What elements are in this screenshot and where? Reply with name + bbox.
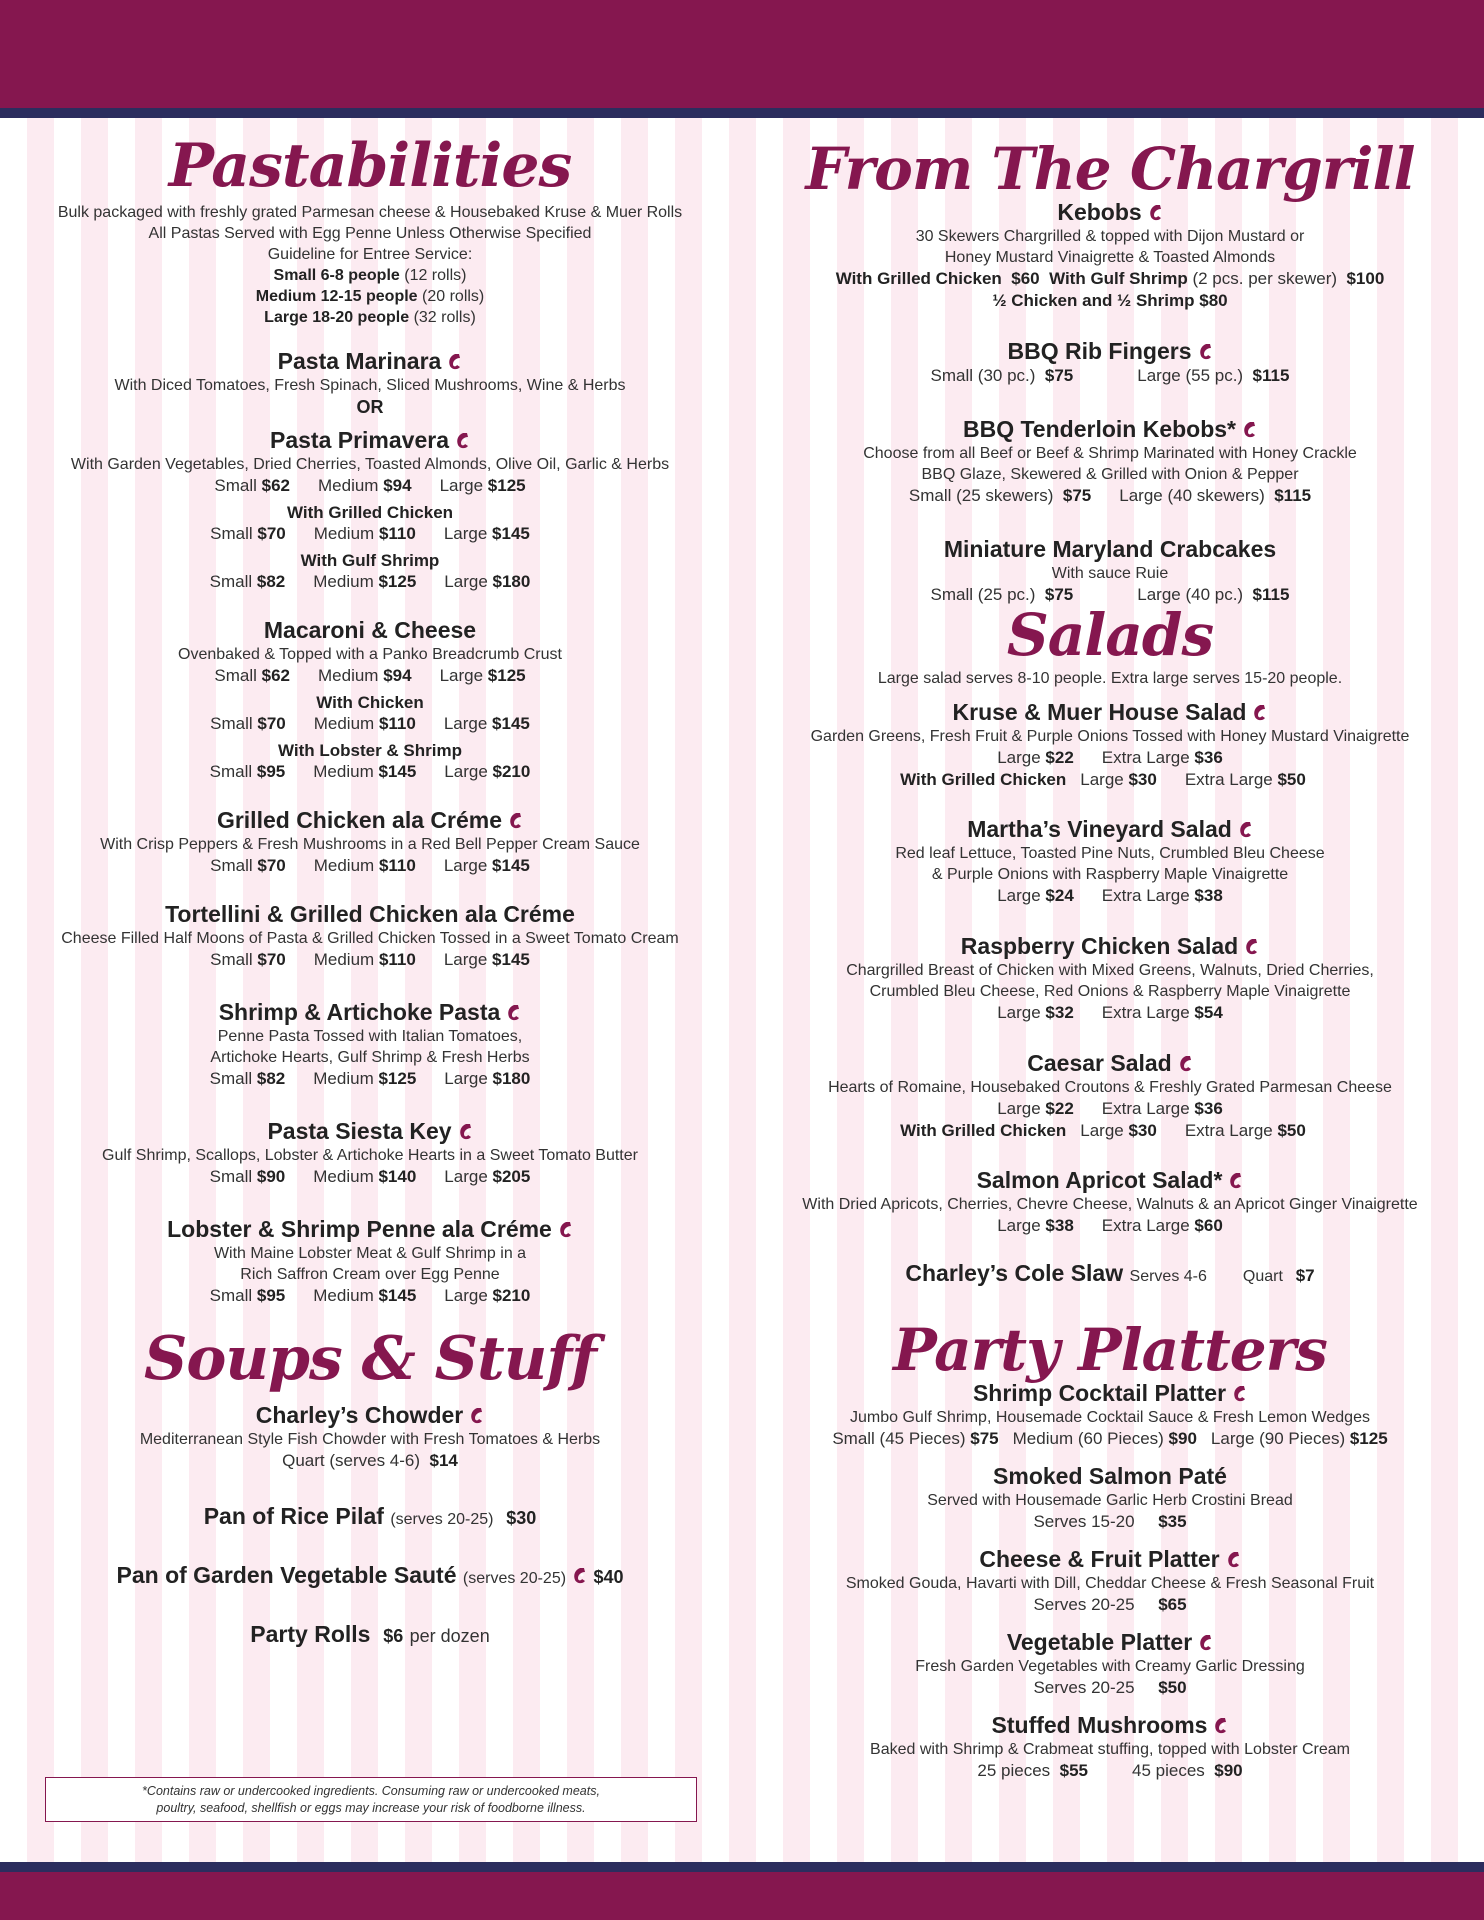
fish-icon: [1178, 1055, 1193, 1073]
item-desc: Artichoke Hearts, Gulf Shrimp & Fresh Herbs: [210, 1049, 530, 1066]
item-desc: BBQ Glaze, Skewered & Grilled with Onion & Pepper: [921, 466, 1299, 483]
item-desc: Honey Mustard Vinaigrette & Toasted Almonds: [944, 249, 1276, 266]
item-lobster-shrimp-penne: Lobster & Shrimp Penne ala Créme: [45, 1215, 695, 1243]
price-row: Serves 15-20 $35: [1033, 1512, 1187, 1531]
item-desc: With Garden Vegetables, Dried Cherries, Toasted Almonds, Olive Oil, Garlic & Herbs: [70, 456, 670, 473]
right-column: [800, 118, 1420, 1782]
price-row: Serves 20-25 $65: [1033, 1595, 1187, 1614]
fish-icon: [1244, 938, 1259, 956]
item-desc: Chargrilled Breast of Chicken with Mixed Greens, Walnuts, Dried Cherries,: [846, 962, 1374, 979]
section-title-soups: Soups & Stuff: [144, 1324, 596, 1394]
price-row: Small $70 Medium $110 Large $145: [210, 856, 530, 875]
item-desc: Gulf Shrimp, Scallops, Lobster & Artichoke Hearts in a Sweet Tomato Butter: [102, 1147, 638, 1164]
option-label: With Chicken: [316, 693, 424, 712]
section-title-chargrill: From The Chargrill: [805, 135, 1415, 203]
disclaimer-line: *Contains raw or undercooked ingredients. Consuming raw or undercooked meats,: [142, 1784, 600, 1798]
price-row: Small (25 skewers) $75 Large (40 skewers) $115: [908, 486, 1312, 505]
fish-icon: [572, 1567, 587, 1585]
fish-icon: [469, 1407, 484, 1425]
item-desc: 30 Skewers Chargrilled & topped with Dijon Mustard or: [915, 228, 1305, 245]
price-row: Large $32 Extra Large $54: [997, 1003, 1223, 1022]
item-desc: Served with Housemade Garlic Herb Crostini Bread: [927, 1492, 1293, 1509]
price-row: With Grilled Chicken Large $30 Extra Large $50: [900, 1121, 1306, 1140]
item-desc: With sauce Ruie: [1051, 565, 1169, 582]
item-shrimp-cocktail-platter: Shrimp Cocktail Platter: [800, 1379, 1420, 1407]
item-desc: Ovenbaked & Topped with a Panko Breadcrumb Crust: [178, 646, 562, 663]
item-raspberry-chicken-salad: Raspberry Chicken Salad: [800, 932, 1420, 960]
item-desc: Cheese Filled Half Moons of Pasta & Grilled Chicken Tossed in a Sweet Tomato Cream: [61, 930, 679, 947]
item-caesar-salad: Caesar Salad: [800, 1049, 1420, 1077]
section-title-pastabilities: Pastabilities: [168, 131, 572, 201]
item-pasta-siesta-key: Pasta Siesta Key: [45, 1117, 695, 1145]
item-desc: & Purple Onions with Raspberry Maple Vinaigrette: [931, 866, 1289, 883]
item-stuffed-mushrooms: Stuffed Mushrooms: [800, 1711, 1420, 1739]
item-desc: Garden Greens, Fresh Fruit & Purple Onions Tossed with Honey Mustard Vinaigrette: [810, 728, 1410, 745]
item-bbq-rib-fingers: BBQ Rib Fingers: [800, 337, 1420, 365]
price-row: With Grilled Chicken Large $30 Extra Large $50: [900, 770, 1306, 789]
fish-icon: [1242, 421, 1257, 439]
item-bbq-tenderloin-kebobs: BBQ Tenderloin Kebobs*: [800, 415, 1420, 443]
price-row: Small $70 Medium $110 Large $145: [210, 524, 530, 543]
price-row: Large $22 Extra Large $36: [997, 1099, 1223, 1118]
fish-icon: [1228, 1172, 1243, 1190]
item-desc: Penne Pasta Tossed with Italian Tomatoes,: [217, 1028, 523, 1045]
item-desc: Smoked Gouda, Havarti with Dill, Cheddar Cheese & Fresh Seasonal Fruit: [845, 1575, 1375, 1592]
item-desc: Hearts of Romaine, Housebaked Croutons & Freshly Grated Parmesan Cheese: [828, 1079, 1392, 1096]
guide-medium: Medium 12-15 people (20 rolls): [255, 288, 485, 305]
allergen-disclaimer: [45, 1777, 697, 1822]
footer-band: [0, 1872, 1484, 1920]
item-party-rolls: Party Rolls $6 per dozen: [250, 1621, 490, 1647]
option-label: With Gulf Shrimp: [300, 551, 440, 570]
fish-icon: [558, 1221, 573, 1239]
left-column: [45, 118, 695, 1650]
or-divider: OR: [356, 397, 384, 417]
item-rice-pilaf: Pan of Rice Pilaf (serves 20-25) $30: [203, 1503, 537, 1529]
price-row: Small $62 Medium $94 Large $125: [214, 476, 526, 495]
fish-icon: [458, 1123, 473, 1141]
price-row: Small (45 Pieces) $75 Medium (60 Pieces) $90 Large (90 Pieces) $125: [832, 1429, 1388, 1448]
price-row: Small $82 Medium $125 Large $180: [209, 572, 531, 591]
item-kebobs: Kebobs: [800, 198, 1420, 226]
item-desc: Crumbled Bleu Cheese, Red Onions & Raspberry Maple Vinaigrette: [869, 983, 1351, 1000]
option-label: ½ Chicken and ½ Shrimp $80: [992, 291, 1228, 310]
item-desc: Jumbo Gulf Shrimp, Housemade Cocktail Sauce & Fresh Lemon Wedges: [850, 1409, 1370, 1426]
option-label: With Grilled Chicken: [286, 503, 454, 522]
item-desc: With Maine Lobster Meat & Gulf Shrimp in a: [213, 1245, 527, 1262]
item-desc: Mediterranean Style Fish Chowder with Fresh Tomatoes & Herbs: [139, 1431, 601, 1448]
price-row: Small (25 pc.) $75 Large (40 pc.) $115: [930, 585, 1290, 604]
fish-icon: [1198, 343, 1213, 361]
item-vegetable-saute: Pan of Garden Vegetable Sauté (serves 20-25) $40: [116, 1562, 624, 1588]
item-cheese-fruit-platter: Cheese & Fruit Platter: [800, 1545, 1420, 1573]
price-row: Small $90 Medium $140 Large $205: [209, 1167, 531, 1186]
price-row: With Grilled Chicken $60 With Gulf Shrimp (2 pcs. per skewer) $100: [835, 269, 1385, 288]
fish-icon: [1226, 1551, 1241, 1569]
fish-icon: [1148, 204, 1163, 222]
item-desc: With Dried Apricots, Cherries, Chevre Cheese, Walnuts & an Apricot Ginger Vinaigrette: [802, 1196, 1418, 1213]
item-pasta-primavera: Pasta Primavera: [45, 426, 695, 454]
option-label: With Lobster & Shrimp: [277, 741, 462, 760]
fish-icon: [506, 1004, 521, 1022]
item-pasta-marinara: Pasta Marinara: [45, 347, 695, 375]
price-row: Small $95 Medium $145 Large $210: [209, 1286, 531, 1305]
salads-intro: Large salad serves 8-10 people. Extra large serves 15-20 people.: [877, 670, 1343, 687]
item-desc: Red leaf Lettuce, Toasted Pine Nuts, Crumbled Bleu Cheese: [895, 845, 1325, 862]
price-row: Small $62 Medium $94 Large $125: [214, 666, 526, 685]
footer-rule: [0, 1862, 1484, 1872]
item-desc: Fresh Garden Vegetables with Creamy Garlic Dressing: [915, 1658, 1305, 1675]
item-desc: With Diced Tomatoes, Fresh Spinach, Sliced Mushrooms, Wine & Herbs: [114, 377, 626, 394]
item-desc: Rich Saffron Cream over Egg Penne: [240, 1266, 500, 1283]
section-title-salads: Salads: [1006, 601, 1214, 669]
item-shrimp-artichoke: Shrimp & Artichoke Pasta: [45, 998, 695, 1026]
fish-icon: [447, 353, 462, 371]
intro-line: Bulk packaged with freshly grated Parmesan cheese & Housebaked Kruse & Muer Rolls: [57, 204, 683, 221]
fish-icon: [455, 432, 470, 450]
header-rule: [0, 108, 1484, 118]
item-desc: With Crisp Peppers & Fresh Mushrooms in a Red Bell Pepper Cream Sauce: [100, 836, 640, 853]
item-desc: Choose from all Beef or Beef & Shrimp Marinated with Honey Crackle: [863, 445, 1357, 462]
price-row: Large $24 Extra Large $38: [997, 886, 1223, 905]
item-marthas-vineyard-salad: Martha’s Vineyard Salad: [800, 815, 1420, 843]
price-row: Small $70 Medium $110 Large $145: [210, 950, 530, 969]
fish-icon: [1238, 821, 1253, 839]
price-row: Large $38 Extra Large $60: [997, 1216, 1223, 1235]
disclaimer-line: poultry, seafood, shellfish or eggs may increase your risk of foodborne illness.: [156, 1801, 586, 1815]
fish-icon: [1252, 704, 1267, 722]
item-vegetable-platter: Vegetable Platter: [800, 1628, 1420, 1656]
item-charleys-chowder: Charley’s Chowder: [45, 1401, 695, 1429]
price-row: Small $95 Medium $145 Large $210: [209, 762, 531, 781]
header-band: [0, 0, 1484, 108]
section-title-party-platters: Party Platters: [893, 1316, 1327, 1384]
fish-icon: [1213, 1717, 1228, 1735]
item-cole-slaw: Charley’s Cole Slaw Serves 4-6 Quart $7: [905, 1260, 1315, 1286]
guide-large: Large 18-20 people (32 rolls): [264, 309, 476, 326]
price-row: Small $82 Medium $125 Large $180: [209, 1069, 531, 1088]
price-row: Large $22 Extra Large $36: [997, 748, 1223, 767]
price-row: Quart (serves 4-6) $14: [282, 1451, 458, 1470]
item-desc: Baked with Shrimp & Crabmeat stuffing, topped with Lobster Cream: [870, 1741, 1350, 1758]
price-row: 25 pieces $55 45 pieces $90: [977, 1761, 1243, 1780]
price-row: Small (30 pc.) $75 Large (55 pc.) $115: [930, 366, 1290, 385]
intro-line: Guideline for Entree Service:: [267, 246, 473, 263]
item-smoked-salmon-pate: Smoked Salmon Paté: [993, 1463, 1227, 1489]
intro-line: All Pastas Served with Egg Penne Unless Otherwise Specified: [148, 225, 592, 242]
price-row: Small $70 Medium $110 Large $145: [210, 714, 530, 733]
fish-icon: [508, 812, 523, 830]
item-house-salad: Kruse & Muer House Salad: [800, 698, 1420, 726]
item-maryland-crabcakes: Miniature Maryland Crabcakes: [943, 536, 1277, 562]
guide-small: Small 6-8 people (12 rolls): [273, 267, 467, 284]
fish-icon: [1198, 1634, 1213, 1652]
item-macaroni-cheese: Macaroni & Cheese: [263, 617, 477, 643]
item-tortellini: Tortellini & Grilled Chicken ala Créme: [165, 901, 575, 927]
item-salmon-apricot-salad: Salmon Apricot Salad*: [800, 1166, 1420, 1194]
item-grilled-chicken-creme: Grilled Chicken ala Créme: [45, 806, 695, 834]
price-row: Serves 20-25 $50: [1033, 1678, 1187, 1697]
fish-icon: [1232, 1385, 1247, 1403]
